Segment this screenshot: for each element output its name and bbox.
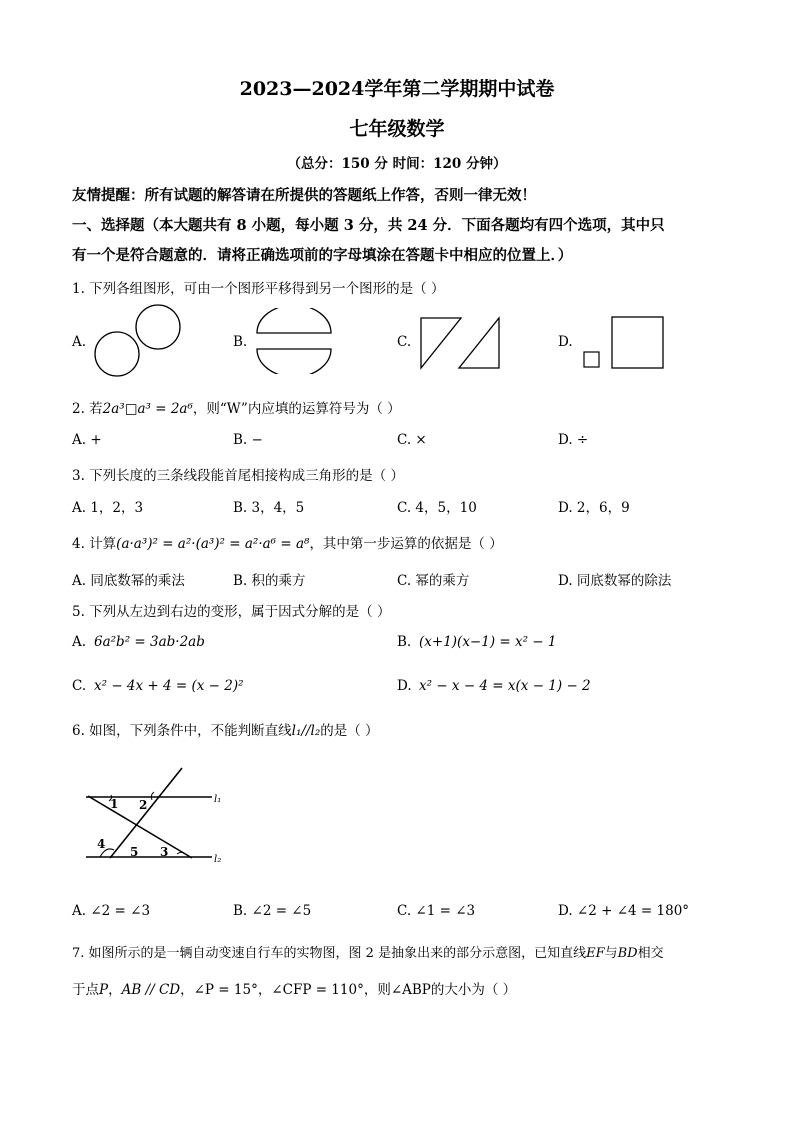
- q5-option-c-expression: x² − 4x + 4 = (x − 2)²: [94, 678, 244, 694]
- q2-stem: [72, 397, 401, 417]
- q6-figure-label-l1: l₁: [214, 794, 222, 805]
- q7-line2-text: 于点: [72, 982, 99, 998]
- q5-option-d-label: D.: [397, 678, 412, 694]
- reminder-text: 友情提醒：所有试题的解答请在所提供的答题纸上作答，否则一律无效！: [72, 187, 536, 204]
- q1-stem: 1. 下列各组图形，可由一个图形平移得到另一个图形的是（ ）: [72, 281, 445, 297]
- q7-line2-point-p: P: [99, 982, 109, 998]
- q4-option-c: C. 幂的乘方: [397, 573, 470, 589]
- q1-figure-a-circles: [90, 302, 190, 382]
- q4-expression: (a·a³)² = a²·(a³)² = a²·a⁶ = a⁸: [116, 536, 310, 552]
- q4-stem-suffix: ，其中第一步运算的依据是（ ）: [309, 536, 503, 552]
- q1-figure-c-triangles: [416, 314, 506, 372]
- q2-stem-suffix: ，则“W”内应填的运算符号为（ ）: [192, 401, 401, 417]
- q1-option-c-label: C.: [397, 334, 412, 350]
- q2-option-b: B. −: [233, 432, 263, 448]
- q2-expression: 2a³□a³ = 2a⁶: [102, 401, 193, 417]
- q5-option-b-expression: (x+1)(x−1) = x² − 1: [419, 634, 557, 650]
- q1-option-b-label: B.: [233, 334, 248, 350]
- q6-figure-label-2: 2: [139, 798, 148, 812]
- q3-option-c: C. 4，5，10: [397, 500, 477, 516]
- q2-option-d: D. ÷: [558, 432, 589, 448]
- q7-line2-end: ，∠P = 15°，∠CFP = 110°，则∠ABP的大小为（ ）: [180, 982, 517, 998]
- q2-option-c: C. ×: [397, 432, 427, 448]
- q2-stem-prefix: 2. 若: [72, 401, 103, 417]
- q6-stem-suffix: 的是（ ）: [320, 723, 379, 739]
- q7-line2-sep: ，: [108, 982, 122, 998]
- q6-stem-prefix: 6. 如图，下列条件中，不能判断直线: [72, 723, 292, 739]
- q7-line1-and: 与: [604, 946, 618, 961]
- q5-option-d-expression: x² − x − 4 = x(x − 1) − 2: [419, 678, 591, 694]
- q4-option-a: A. 同底数幂的乘法: [72, 573, 185, 589]
- q1-figure-d-squares: [580, 314, 670, 372]
- q6-option-d: D. ∠2 + ∠4 = 180°: [558, 903, 690, 919]
- q3-option-d: D. 2，6，9: [558, 500, 630, 516]
- q6-option-a: A. ∠2 = ∠3: [72, 903, 151, 919]
- q6-option-b: B. ∠2 = ∠5: [233, 903, 312, 919]
- q5-option-a-expression: 6a²b² = 3ab·2ab: [94, 634, 205, 650]
- q6-figure-label-3: 3: [160, 845, 169, 859]
- q6-figure-label-1: 1: [110, 797, 119, 811]
- q7-line2-parallel: AB // CD: [121, 982, 181, 998]
- q4-option-d: D. 同底数幂的除法: [558, 573, 672, 589]
- q6-figure-label-5: 5: [130, 845, 139, 859]
- q4-option-b: B. 积的乘方: [233, 573, 306, 589]
- q5-stem: 5. 下列从左边到右边的变形，属于因式分解的是（ ）: [72, 604, 391, 620]
- section-instructions-line1: 一、选择题（本大题共有 8 小题，每小题 3 分，共 24 分．下面各题均有四个选项，其中只: [72, 217, 665, 234]
- q3-option-a: A. 1，2，3: [72, 500, 144, 516]
- q7-line1-end: 相交: [637, 946, 664, 961]
- q4-stem: [72, 532, 503, 552]
- q7-line1-text: 7. 如图所示的是一辆自动变速自行车的实物图，图 2 是抽象出来的部分示意图，已知直线: [72, 946, 587, 961]
- q7-stem-line2: [72, 978, 516, 998]
- section-instructions-line2: 有一个是符合题意的．请将正确选项前的字母填涂在答题卡中相应的位置上．）: [72, 247, 573, 264]
- q6-expression: l₁//l₂: [291, 723, 321, 739]
- exam-subtitle: 七年级数学: [349, 118, 445, 140]
- q1-option-d-label: D.: [558, 334, 573, 350]
- exam-title: 2023—2024学年第二学期期中试卷: [239, 78, 555, 100]
- q3-option-b: B. 3，4，5: [233, 500, 305, 516]
- q1-figure-b-circle-segments: [250, 308, 340, 374]
- q7-line1-ef: EF: [586, 946, 605, 961]
- exam-meta: （总分：150 分 时间：120 分钟）: [287, 156, 507, 172]
- q3-stem: 3. 下列长度的三条线段能首尾相接构成三角形的是（ ）: [72, 468, 404, 484]
- q5-option-c-label: C.: [72, 678, 87, 694]
- q6-stem: [72, 719, 379, 739]
- q7-stem-line1: [72, 942, 664, 961]
- q1-option-a-label: A.: [72, 334, 87, 350]
- q6-figure-label-l2: l₂: [214, 854, 222, 865]
- q7-line1-bd: BD: [617, 946, 638, 961]
- q6-figure-label-4: 4: [97, 837, 106, 851]
- q2-option-a: A. +: [72, 432, 102, 448]
- q4-stem-prefix: 4. 计算: [72, 536, 117, 552]
- q5-option-a-label: A.: [72, 634, 87, 650]
- q5-option-b-label: B.: [397, 634, 412, 650]
- q6-figure-parallel-lines: [80, 764, 240, 874]
- q6-option-c: C. ∠1 = ∠3: [397, 903, 476, 919]
